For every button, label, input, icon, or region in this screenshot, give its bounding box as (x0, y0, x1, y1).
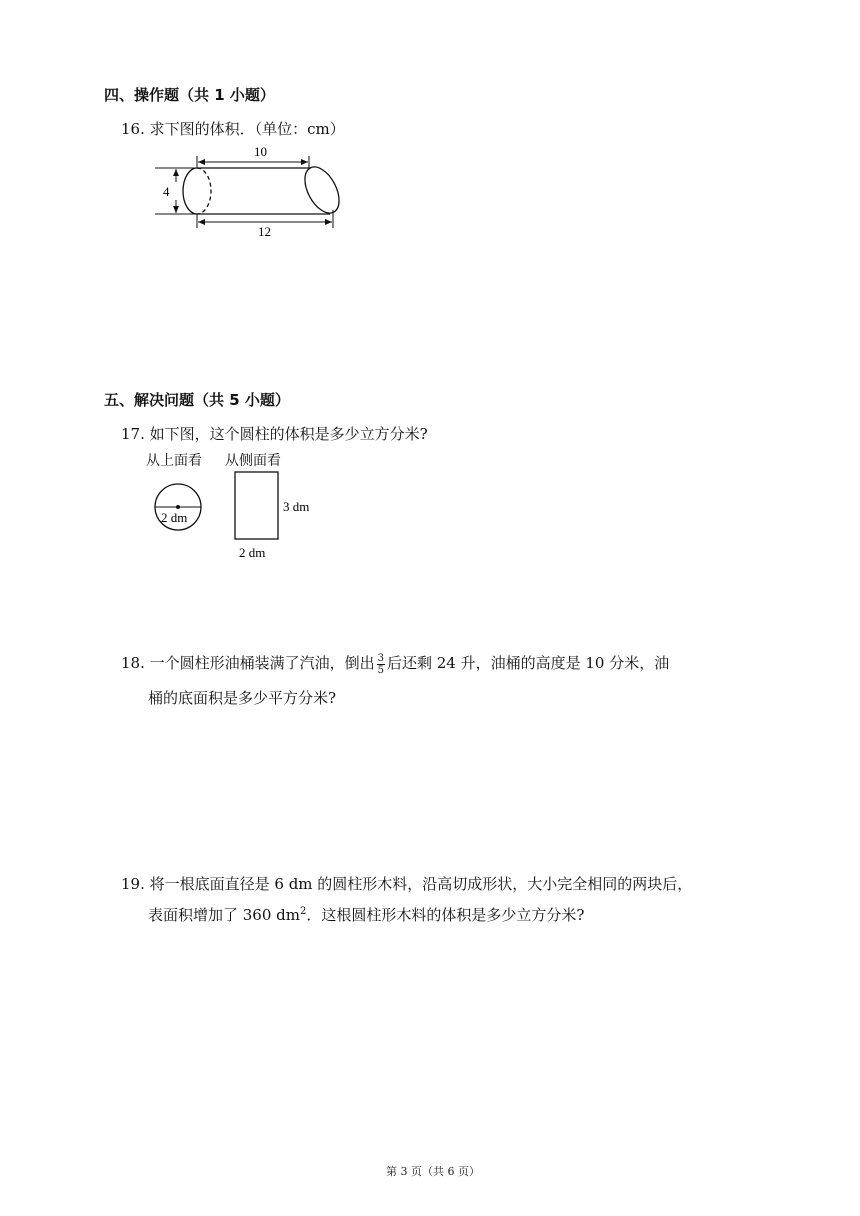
top-length-label: 10 (254, 144, 267, 159)
squared-superscript: 2 (300, 906, 307, 917)
question-19-line-2-end: ．这根圆柱形木料的体积是多少立方分米? (306, 906, 585, 924)
left-ellipse-dashed (197, 168, 211, 214)
side-view-rectangle (235, 472, 278, 539)
bottom-length-label: 12 (258, 224, 271, 239)
section-title-problem-solving: 五、解决问题（共 5 小题） (104, 391, 290, 409)
height-label: 4 (163, 184, 170, 199)
question-18-line-1 (121, 652, 669, 676)
question-17-text: 17. 如下图，这个圆柱的体积是多少立方分米? (121, 425, 428, 443)
question-16-cylinder-figure (150, 142, 360, 242)
question-18-line-1-start: 18. 一个圆柱形油桶装满了汽油，倒出 (121, 654, 375, 672)
view-side-label: 从侧面看 (225, 453, 281, 469)
question-18-line-1-end: 后还剩 24 升，油桶的高度是 10 分米，油 (387, 654, 670, 672)
left-ellipse-solid (183, 168, 197, 214)
question-19-line-2 (148, 904, 584, 925)
fraction-three-fifths (377, 653, 385, 676)
rectangle-height-label: 3 dm (283, 499, 310, 514)
question-17-views-figure (150, 466, 340, 566)
fraction-numerator: 3 (377, 652, 384, 664)
rectangle-width-label: 2 dm (239, 545, 266, 560)
top-view-center-dot (176, 505, 180, 509)
circle-diameter-label: 2 dm (161, 510, 188, 525)
question-16-text: 16. 求下图的体积．（单位：cm） (121, 120, 345, 138)
page-footer: 第 3 页（共 6 页） (386, 1165, 480, 1178)
question-19-line-2-start: 表面积增加了 360 dm (148, 906, 300, 924)
question-19-line-1: 19. 将一根底面直径是 6 dm 的圆柱形木料，沿高切成形状，大小完全相同的两块后， (121, 875, 693, 893)
section-title-operation: 四、操作题（共 1 小题） (104, 86, 275, 104)
view-top-label: 从上面看 (146, 453, 202, 469)
fraction-denominator: 5 (377, 664, 384, 676)
question-18-line-2: 桶的底面积是多少平方分米? (148, 689, 337, 707)
right-slanted-ellipse (298, 161, 346, 218)
